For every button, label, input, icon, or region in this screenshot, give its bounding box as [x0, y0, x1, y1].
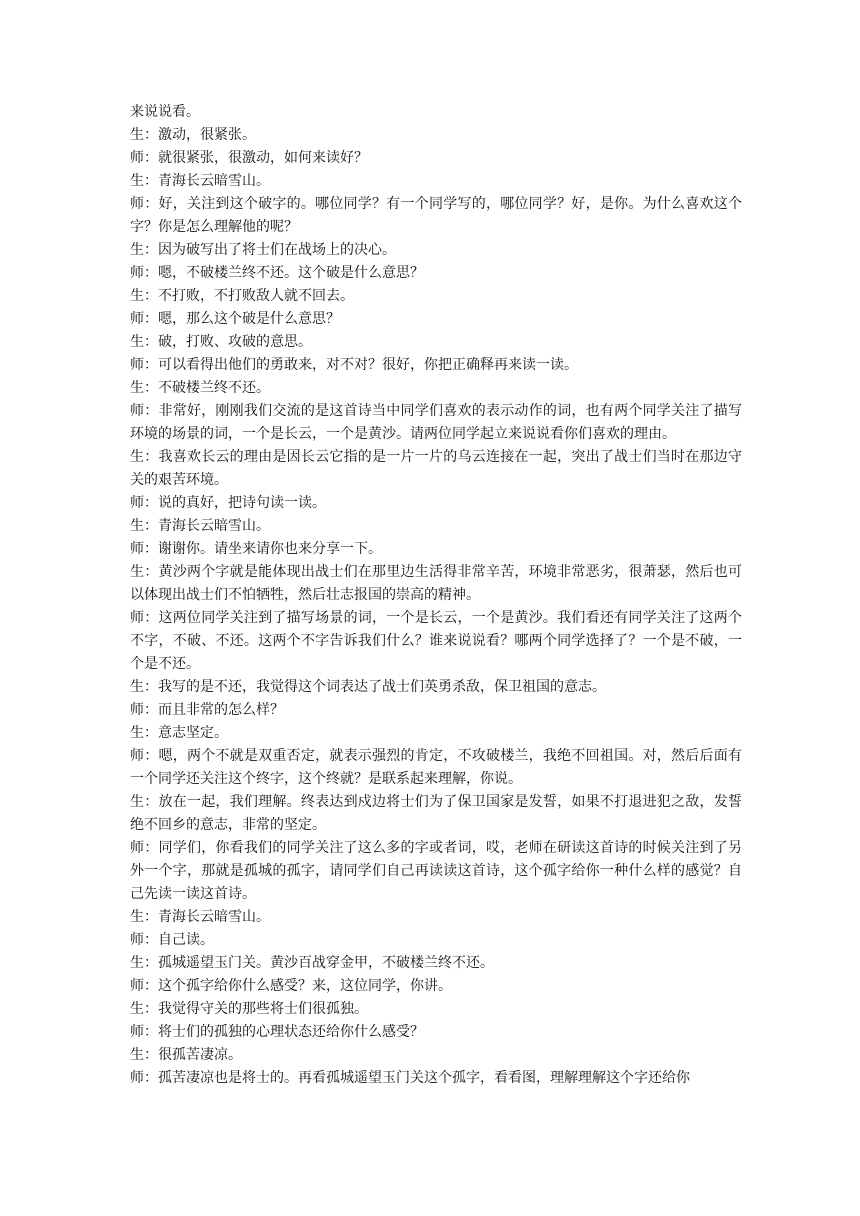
paragraph: 生：意志坚定。 [130, 725, 228, 741]
paragraph: 师：而且非常的怎么样？ [130, 702, 284, 718]
paragraph: 师：自己读。 [130, 932, 214, 948]
paragraph: 师：孤苦凄凉也是将士的。再看孤城遥望玉门关这个孤字，看看图，理解理解这个字还给你 [130, 1070, 690, 1086]
paragraph: 生：放在一起，我们理解。终表达到戍边将士们为了保卫国家是发誓，如果不打退进犯之敌，发誓绝不回乡的意志，非常的坚定。 [130, 794, 742, 833]
paragraph: 师：就很紧张，很激动，如何来读好？ [130, 150, 368, 166]
paragraph: 生：孤城遥望玉门关。黄沙百战穿金甲，不破楼兰终不还。 [130, 955, 494, 971]
paragraph: 师：嗯，不破楼兰终不还。这个破是什么意思？ [130, 265, 424, 281]
paragraph: 师：嗯，那么这个破是什么意思？ [130, 311, 340, 327]
paragraph: 师：可以看得出他们的勇敢来，对不对？很好，你把正确释再来读一读。 [130, 357, 578, 373]
paragraph: 生：破，打败、攻破的意思。 [130, 334, 312, 350]
paragraph: 生：我觉得守关的那些将士们很孤独。 [130, 1001, 368, 1017]
paragraph: 生：因为破写出了将士们在战场上的决心。 [130, 242, 396, 258]
paragraph: 师：好，关注到这个破字的。哪位同学？有一个同学写的，哪位同学？好，是你。为什么喜欢这个字？你是怎么理解他的呢？ [130, 196, 742, 235]
paragraph: 师：谢谢你。请坐来请你也来分享一下。 [130, 541, 382, 557]
paragraph: 师：同学们，你看我们的同学关注了这么多的字或者词，哎，老师在研读这首诗的时候关注到了另外一个字，那就是孤城的孤字，请同学们自己再读读这首诗，这个孤字给你一种什么样的感觉？自己先读一读这首诗。 [130, 840, 742, 902]
paragraph: 师：说的真好，把诗句读一读。 [130, 495, 326, 511]
paragraph: 生：很孤苦凄凉。 [130, 1047, 242, 1063]
paragraph: 生：青海长云暗雪山。 [130, 909, 270, 925]
paragraph: 师：这两位同学关注到了描写场景的词，一个是长云，一个是黄沙。我们看还有同学关注了这两个不字，不破、不还。这两个不字告诉我们什么？谁来说说看？哪两个同学选择了？一个是不破，一个是不还。 [130, 610, 742, 672]
paragraph: 生：我喜欢长云的理由是因长云它指的是一片一片的乌云连接在一起，突出了战士们当时在那边守关的艰苦环境。 [130, 449, 742, 488]
paragraph: 师：将士们的孤独的心理状态还给你什么感受？ [130, 1024, 424, 1040]
paragraph: 生：黄沙两个字就是能体现出战士们在那里边生活得非常辛苦，环境非常恶劣，很萧瑟，然后也可以体现出战士们不怕牺牲，然后壮志报国的崇高的精神。 [130, 564, 742, 603]
paragraph: 师：非常好，刚刚我们交流的是这首诗当中同学们喜欢的表示动作的词，也有两个同学关注了描写环境的场景的词，一个是长云，一个是黄沙。请两位同学起立来说说看你们喜欢的理由。 [130, 403, 742, 442]
paragraph: 师：这个孤字给你什么感受？来，这位同学，你讲。 [130, 978, 452, 994]
document-body [130, 101, 742, 1090]
paragraph: 生：我写的是不还，我觉得这个词表达了战士们英勇杀敌，保卫祖国的意志。 [130, 679, 606, 695]
paragraph: 生：不破楼兰终不还。 [130, 380, 270, 396]
paragraph: 师：嗯，两个不就是双重否定，就表示强烈的肯定，不攻破楼兰，我绝不回祖国。对，然后后面有一个同学还关注这个终字，这个终就？是联系起来理解，你说。 [130, 748, 742, 787]
paragraph: 生：激动，很紧张。 [130, 127, 256, 143]
paragraph: 生：不打败，不打败敌人就不回去。 [130, 288, 354, 304]
paragraph: 来说说看。 [130, 104, 200, 120]
paragraph: 生：青海长云暗雪山。 [130, 173, 270, 189]
paragraph: 生：青海长云暗雪山。 [130, 518, 270, 534]
